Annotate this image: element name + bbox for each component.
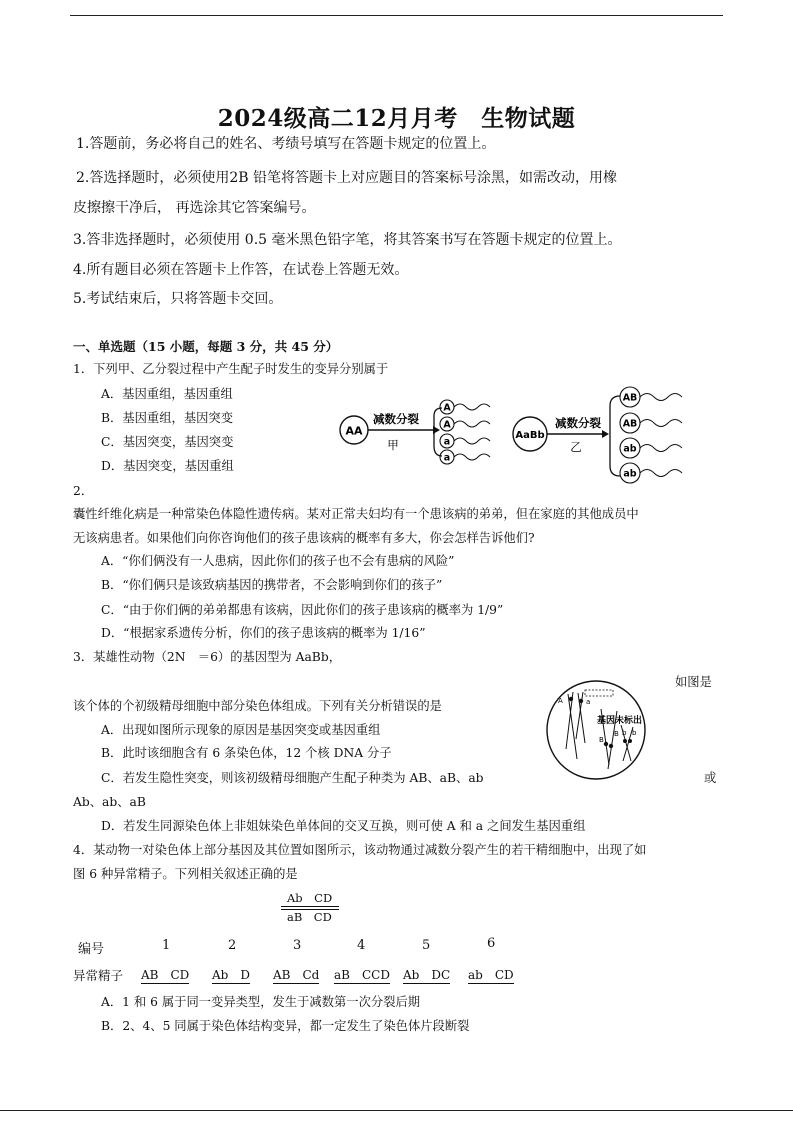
cell-aa-label: AA xyxy=(345,424,363,438)
q4-stem-line-1: 4．某动物一对染色体上部分基因及其位置如图所示，该动物通过减数分裂产生的若干精细胞中，出现了如 xyxy=(73,843,647,857)
tail-left-3 xyxy=(454,438,490,444)
instruction-1: 1.答题前，务必将自己的姓名、考绩号填写在答题卡规定的位置上。 xyxy=(76,136,496,152)
gamete-right-3-label: ab xyxy=(623,443,637,455)
arrow-right-head xyxy=(602,430,609,438)
q2-stem-line-2: 无该病患者。如果他们向你咨询他们的孩子患该病的概率有多大，你会怎样告诉他们? xyxy=(73,531,535,545)
q3-cell-figure xyxy=(545,679,647,781)
section-header: 一、单选题（15 小题，每题 3 分，共 45 分） xyxy=(73,339,339,354)
gene-b-4: b xyxy=(632,729,637,737)
q4-sperm-6-genes: ab CD xyxy=(468,968,514,982)
chromosome-1 xyxy=(568,694,577,759)
cell-aabb-label: AaBb xyxy=(515,430,545,441)
chromosome-top-genes: Ab CD xyxy=(287,891,333,905)
q1-stem: 1．下列甲、乙分裂过程中产生配子时发生的变异分别属于 xyxy=(73,362,389,376)
q2-option-d: D．“根据家系遗传分析，你们的孩子患该病的概率为 1/16” xyxy=(101,626,426,640)
q4-number-2: 2 xyxy=(228,938,237,953)
chromosome-bottom-genes: aB CD xyxy=(287,910,332,924)
meiosis-label-right: 减数分裂 xyxy=(555,416,601,430)
instruction-2-cont: 皮擦擦干净后， 再选涂其它答案编号。 xyxy=(73,200,316,216)
instruction-5: 5.考试结束后，只将答题卡交回。 xyxy=(73,291,283,307)
gene-a-lower: a xyxy=(586,698,591,706)
q3-stem-1: 3．某雄性动物（2N ＝6）的基因型为 AaBb， xyxy=(73,650,342,664)
q4-number-label: 编号 xyxy=(78,942,105,957)
q4-sperm-6 xyxy=(468,966,514,983)
q1-figure xyxy=(330,380,700,488)
instruction-3: 3.答非选择题时，必须使用 0.5 毫米黑色铅字笔，将其答案书写在答题卡规定的位置上。 xyxy=(73,232,622,248)
q4-chromosome-pair xyxy=(281,887,341,927)
genes-unmarked-label: 基因未标出 xyxy=(597,716,643,726)
centromere-4 xyxy=(609,744,613,748)
q4-number-3: 3 xyxy=(293,938,302,953)
q1-option-b: B．基因重组，基因突变 xyxy=(101,411,234,425)
q4-sperm-1 xyxy=(141,966,189,983)
q2-number: 2． xyxy=(73,484,94,498)
tail-right-4 xyxy=(640,470,682,477)
instruction-2: 2.答选择题时，必须使用2B 铅笔将答题卡上对应题目的答案标号涂黑，如需改动，用橡 xyxy=(76,170,618,186)
q4-sperm-label: 异常精子 xyxy=(73,968,124,983)
brace-right xyxy=(610,396,620,476)
centromere-5 xyxy=(623,739,627,743)
tail-right-1 xyxy=(640,394,682,401)
q3-option-c-right: 或 xyxy=(704,771,717,785)
q3-option-a: A．出现如图所示现象的原因是基因突变或基因重组 xyxy=(101,723,381,737)
q3-stem-1-right: 如图是 xyxy=(675,675,712,689)
instruction-4: 4.所有题目必须在答题卡上作答，在试卷上答题无效。 xyxy=(73,262,409,278)
header-rule xyxy=(70,15,723,16)
gene-b-2: B xyxy=(599,736,604,744)
q2-option-a: A．“你们俩没有一人患病，因此你们的孩子也不会有患病的风险” xyxy=(101,554,455,568)
q3-option-b: B．此时该细胞含有 6 条染色体，12 个核 DNA 分子 xyxy=(101,746,392,760)
gamete-left-1-label: A xyxy=(443,402,451,414)
q4-sperm-2 xyxy=(212,966,250,983)
q4-sperm-4-genes: aB CCD xyxy=(334,968,390,982)
q3-option-c: C．若发生隐性突变，则该初级精母细胞产生配子种类为 AB、aB、ab xyxy=(101,771,484,785)
q4-number-1: 1 xyxy=(162,938,171,953)
q2-option-b: B．“你们俩只是该致病基因的携带者，不会影响到你们的孩子” xyxy=(101,578,443,592)
q4-sperm-3 xyxy=(273,966,319,983)
centromere-2 xyxy=(579,699,583,703)
gamete-right-1-label: AB xyxy=(622,392,638,404)
q1-option-c: C．基因突变，基因突变 xyxy=(101,435,234,449)
yi-label: 乙 xyxy=(570,440,582,454)
q1-option-d: D．基因突变，基因重组 xyxy=(101,459,234,473)
q4-sperm-3-genes: AB Cd xyxy=(273,968,320,982)
q4-number-4: 4 xyxy=(357,938,366,953)
q4-number-6: 6 xyxy=(487,936,496,951)
gene-a-upper: A xyxy=(558,697,563,705)
q4-stem-line-2: 图 6 种异常精子。下列相关叙述正确的是 xyxy=(73,867,298,881)
q3-option-c-cont: Ab、ab、aB xyxy=(73,795,146,809)
centromere-1 xyxy=(569,697,573,701)
tail-right-3 xyxy=(640,445,682,452)
gametes-right xyxy=(620,387,682,483)
gametes-left xyxy=(440,400,490,464)
q4-option-a: A．1 和 6 属于同一变异类型，发生于减数第一次分裂后期 xyxy=(101,995,421,1009)
q4-option-b: B．2、4、5 同属于染色体结构变异，都一定发生了染色体片段断裂 xyxy=(101,1019,470,1033)
centromere-6 xyxy=(628,739,632,743)
tail-left-1 xyxy=(454,404,490,410)
q4-sperm-5-genes: Ab DC xyxy=(403,968,451,982)
dashed-box xyxy=(585,690,613,696)
q4-sperm-2-genes: Ab D xyxy=(212,968,250,982)
q4-sperm-4 xyxy=(334,966,390,983)
meiosis-label-left: 减数分裂 xyxy=(373,412,419,426)
gamete-left-4-label: a xyxy=(443,452,451,464)
tail-right-2 xyxy=(640,420,682,427)
tail-left-4 xyxy=(454,454,490,460)
q3-stem-2: 该个体的个初级精母细胞中部分染色体组成。下列有关分析错误的是 xyxy=(73,699,442,713)
gamete-right-2-label: AB xyxy=(622,418,638,430)
gamete-left-2-label: A xyxy=(443,419,451,431)
footer-rule xyxy=(0,1110,793,1111)
gene-b-3: b xyxy=(622,729,627,737)
q4-sperm-5 xyxy=(403,966,450,983)
gamete-right-4-label: ab xyxy=(623,468,637,480)
tail-left-2 xyxy=(454,421,490,427)
gene-b-1: B xyxy=(614,730,619,738)
gamete-left-3-label: a xyxy=(443,436,451,448)
q2-option-c: C．“由于你们俩的弟弟都患有该病，因此你们的孩子患该病的概率为 1/9” xyxy=(101,603,504,617)
q4-sperm-1-genes: AB CD xyxy=(141,968,190,982)
q3-option-d: D．若发生同源染色体上非姐妹染色单体间的交叉互换，则可使 A 和 a 之间发生基因重组 xyxy=(101,819,586,833)
page-title: 2024级高二12月月考 生物试题 xyxy=(217,105,576,132)
q2-stem-line-1: 囊性纤维化病是一种常染色体隐性遗传病。某对正常夫妇均有一个患该病的弟弟，但在家庭的其他成员中 xyxy=(73,507,639,521)
q1-option-a: A．基因重组，基因重组 xyxy=(101,387,233,401)
jia-label: 甲 xyxy=(387,438,399,452)
q4-number-5: 5 xyxy=(422,938,431,953)
centromere-3 xyxy=(604,742,608,746)
